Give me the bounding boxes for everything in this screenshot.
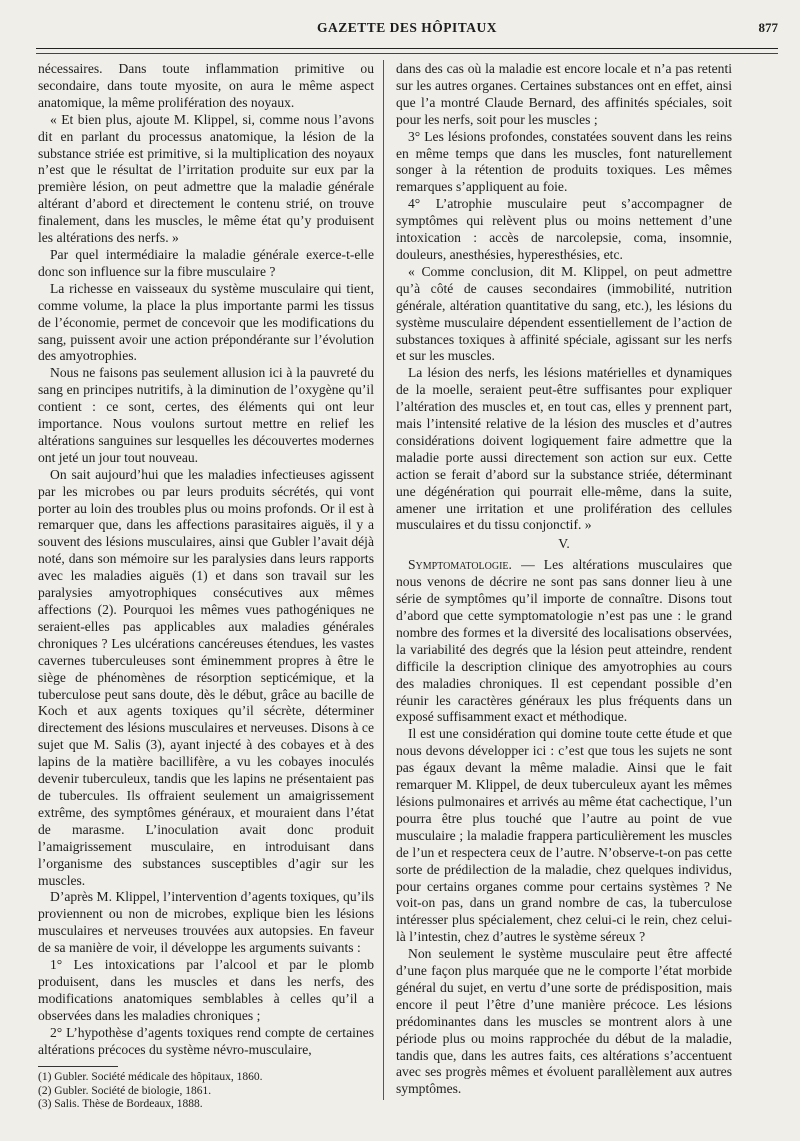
paragraph: Non seulement le système musculaire peut être affecté d’une façon plus marquée que ne le comporte l’état morbide général du sujet, en vertu d’une sorte de prédisposition, mais encore il peut l’être d’une manière précoce. Les lésions prédominantes dans les muscles se montrent alors à une période plus ou moins rapprochée du début de la maladie, tandis que, dans les autres faits, ces altérations s’accentuent avec ses progrès mêmes et évoluent parallèlement aux autres symptômes. (396, 946, 732, 1097)
paragraph: nécessaires. Dans toute inflammation primitive ou secondaire, dans toute myosite, on aura le même aspect anatomique, la même prolifération des noyaux. (38, 61, 374, 110)
paragraph: 3° Les lésions profondes, constatées souvent dans les reins en même temps que dans les muscles, font naturellement songer à la rétention de produits toxiques. Les mêmes remarques s’appliquent au foie. (396, 128, 732, 195)
paragraph: « Et bien plus, ajoute M. Klippel, si, comme nous l’avons dit en parlant du processus anatomique, la lésion de la substance striée est primitive, si la multiplication des noyaux n’est que le résultat de l’irritation produite sur eux par la première lésion, on peut admettre que la maladie générale altérant d’abord et directement le contenu strié, on trouve finalement, dans les muscles, le même état qu’y produisent les altérations des nerfs. » (38, 111, 374, 246)
paragraph: Par quel intermédiaire la maladie générale exerce-t-elle donc son influence sur la fibre musculaire ? (38, 246, 374, 279)
paragraph: Il est une considération qui domine toute cette étude et que nous devons développer ici : c’est que tous les sujets ne sont pas égaux devant la même maladie. Ainsi que le fait remarquer M. Klippel, de deux tuberculeux ayant les mêmes lésions pulmonaires et arrivés au même état cachectique, l’un pourra être plus touché que l’autre au point de vue musculaire ; la maladie frappera particulièrement les muscles de l’un et respectera ceux de l’autre. N’observe-t-on pas cette sorte de prédilection de la maladie, chez quelques individus, pour certains organes comme pour certains systèmes ? Ne voit-on pas, dans un grand nombre de cas, la tuberculose intéresser plus spécialement, chez celui-ci le rein, chez celui-là l’intestin, chez d’autres le système séreux ? (396, 726, 732, 945)
paragraph: 4° L’atrophie musculaire peut s’accompagner de symptômes qui relèvent plus ou moins nettement d’une intoxication : accès de narcolepsie, coma, insomnie, douleurs, anesthésies, hyperesthésies, etc. (396, 196, 732, 262)
footnote: (1) Gubler. Société médicale des hôpitaux, 1860. (38, 1071, 263, 1084)
paragraph (396, 557, 732, 726)
paragraph: 1° Les intoxications par l’alcool et par le plomb produisent, dans les muscles et dans les nerfs, des modifications anatomiques semblables à celles qu’il a observées dans les maladies chroniques ; (38, 957, 374, 1023)
paragraph: D’après M. Klippel, l’intervention d’agents toxiques, qu’ils proviennent ou non de microbes, explique bien les lésions musculaires et nerveuses trouvées aux autopsies. En faveur de sa manière de voir, il développe les arguments suivants : (38, 889, 374, 956)
footnote: (2) Gubler. Société de biologie, 1861. (38, 1084, 212, 1097)
footnotes (38, 1071, 374, 1112)
left-column (38, 61, 374, 1112)
page-number: 877 (758, 20, 778, 35)
section-number: V. (558, 536, 570, 552)
paragraph: On sait aujourd’hui que les maladies infectieuses agissent par les microbes ou par leurs produits sécrétés, qui vont porter au loin des troubles plus ou moins profonds. Or il est à remarquer que, dans les affections parasitaires aiguës, il y a souvent des lésions musculaires, ainsi que Gubler l’avait déjà noté, dans son mémoire sur les paralysies dans leurs rapports avec les maladies aiguës (1) et dans son travail sur les paralysies amyotrophiques consécutives aux mêmes affections (2). Pourquoi les mêmes vues pathogéniques ne seraient-elles pas applicables aux maladies générales chroniques ? Les ulcérations cancéreuses étendues, les vastes cavernes tuberculeuses sont éminemment propres à être le siège de phénomènes de résorption septicémique, et la tuberculose peut sans doute, dès le début, grâce au bacille de Koch et aux agents toxiques qu’il sécrète, déterminer directement des lésions musculaires et nerveuses. Disons à ce sujet que M. Salis (3), ayant injecté à des cobayes et à des lapins de la matière bacillifère, a vu les cobayes inoculés devenir tuberculeux, tandis que les lapins ne présentaient pas de tubercules. Ils offraient seulement un amaigrissement extrême, des symptômes généraux, et mouraient dans l’état de marasme. L’inoculation avait donc produit l’amaigrissement musculaire, en introduisant dans l’organisme des substances susceptibles d’agir sur les muscles. (38, 466, 374, 888)
paragraph: 2° L’hypothèse d’agents toxiques rend compte de certaines altérations précoces du système névro-musculaire, (38, 1024, 374, 1057)
paragraph: La lésion des nerfs, les lésions matérielles et dynamiques de la moelle, seraient peut-être suffisantes pour expliquer l’altération des muscles et, en tout cas, elles y prennent part, mais l’intensité relative de la lésion des muscles et d’autres considérations doivent logiquement faire admettre que la maladie porte aussi directement son action sur eux. Cette action se ferait d’abord sur la substance striée, déterminant une dégénération qui pourrait elle-même, dans la suite, amener une irritation et une prolifération des cellules musculaires et du tissu conjonctif. » (396, 365, 732, 533)
paragraph: La richesse en vaisseaux du système musculaire qui tient, comme volume, la place la plus importante parmi les tissus de l’économie, permet de concevoir que les modifications du sang, puissent avoir une action prépondérante sur l’évolution des amyotrophies. (38, 280, 374, 364)
footnote-rule (38, 1066, 118, 1067)
header-rule-thin (36, 53, 778, 54)
footnote: (3) Salis. Thèse de Bordeaux, 1888. (38, 1098, 203, 1111)
right-column (396, 61, 732, 1098)
journal-title: GAZETTE DES HÔPITAUX (316, 20, 498, 35)
page-header (36, 20, 778, 48)
paragraph-text: — Les altérations musculaires que nous venons de décrire ne sont pas sans donner lieu à une série de symptômes qu’il importe de connaître. Disons tout d’abord que cette symptomatologie n’est pas une : le grand nombre des formes et la diversité des localisations observées, la variabilité des degrés que la lésion peut atteindre, rendent difficile la description clinique des amyotrophies au cours des maladies chroniques. Il est cependant possible d’en réunir les caractères généraux les plus fréquents dans un exposé suffisamment exact et méthodique. (396, 557, 732, 725)
paragraph: dans des cas où la maladie est encore locale et n’a pas retenti sur les autres organes. Certaines substances ont en effet, ainsi que l’a montré Claude Bernard, des affinités spéciales, soit pour les nerfs, soit pour les muscles ; (396, 61, 732, 127)
column-divider (383, 60, 384, 1100)
paragraph: « Comme conclusion, dit M. Klippel, on peut admettre qu’à côté de causes secondaires (immobilité, nutrition générale, altération quantitative du sang, etc.), les lésions du système musculaire dépendent essentiellement de l’action de substances toxiques à affinité spéciale, agissant sur les nerfs et sur les muscles. (396, 263, 732, 364)
header-rule-thick (36, 48, 778, 49)
section-title: Symptomatologie. (408, 557, 512, 573)
paragraph: Nous ne faisons pas seulement allusion ici à la pauvreté du sang en principes nutritifs, à la diminution de l’oxygène qu’il contient : ce sont, certes, des éléments qui ont leur importance. Nous voulons surtout mettre en relief les altérations sanguines sur lesquelles les découvertes modernes ont jeté un jour tout nouveau. (38, 365, 374, 465)
